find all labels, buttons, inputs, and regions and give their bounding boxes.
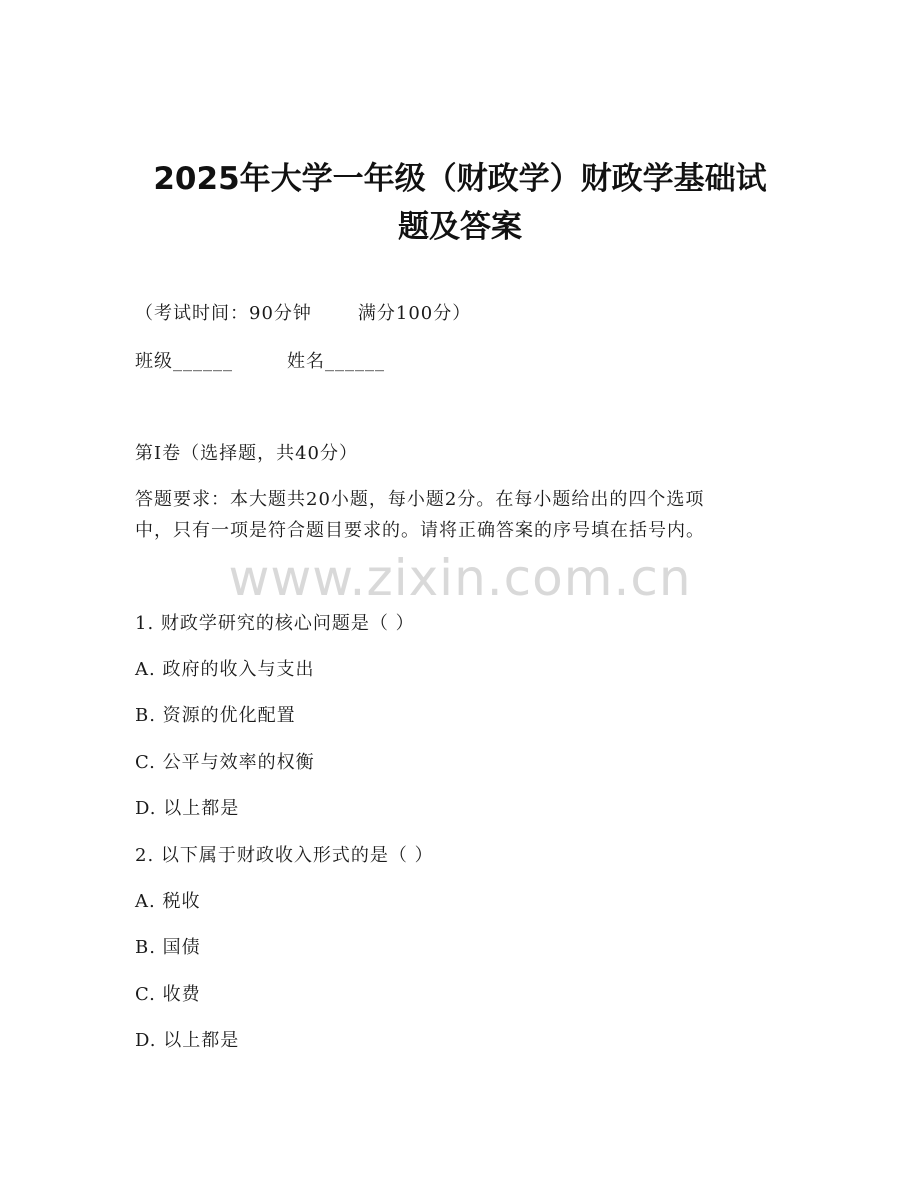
exam-time: （考试时间：90分钟 [135, 303, 312, 324]
exam-score: 满分100分） [357, 303, 472, 324]
question-1-option-a: A. 政府的收入与支出 [135, 659, 315, 680]
question-1-option-d: D. 以上都是 [135, 798, 240, 819]
question-2-option-c: C. 收费 [135, 984, 201, 1005]
name-field: 姓名______ [287, 351, 385, 372]
question-2-stem: 2. 以下属于财政收入形式的是（ ） [135, 845, 434, 866]
question-1-stem: 1. 财政学研究的核心问题是（ ） [135, 613, 415, 634]
document-title-line-2: 题及答案 [398, 209, 522, 245]
student-fields [135, 351, 385, 373]
section-heading: 第I卷（选择题，共40分） [135, 443, 359, 464]
question-2-option-b: B. 国债 [135, 937, 201, 958]
instructions-line-1: 答题要求：本大题共20小题，每小题2分。在每小题给出的四个选项 [135, 489, 705, 510]
class-field: 班级______ [135, 351, 233, 372]
exam-info [135, 303, 471, 325]
question-2-option-d: D. 以上都是 [135, 1030, 240, 1051]
question-1-option-c: C. 公平与效率的权衡 [135, 752, 315, 773]
watermark: www.zixin.com.cn [228, 549, 692, 607]
question-2-option-a: A. 税收 [135, 891, 201, 912]
instructions-line-2: 中，只有一项是符合题目要求的。请将正确答案的序号填在括号内。 [135, 520, 705, 541]
question-1-option-b: B. 资源的优化配置 [135, 705, 296, 726]
document-title-line-1: 2025年大学一年级（财政学）财政学基础试 [153, 161, 767, 197]
